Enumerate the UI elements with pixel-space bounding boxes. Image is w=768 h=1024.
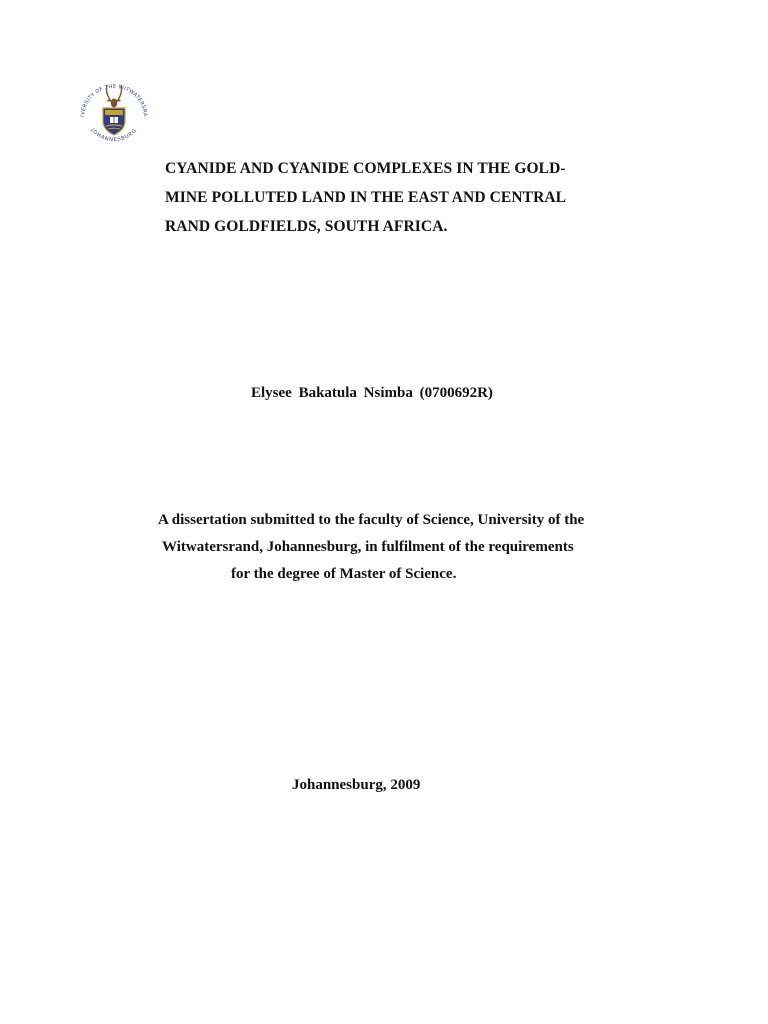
- author-name: Elysee Bakatula Nsimba (0700692R): [251, 385, 493, 401]
- svg-text:JOHANNESBURG: JOHANNESBURG: [89, 127, 139, 144]
- statement-line-3: for the degree of Master of Science.: [231, 566, 457, 582]
- statement-line-2: Witwatersrand, Johannesburg, in fulfilment of the requirements: [162, 539, 574, 555]
- svg-text:UNIVERSITY OF THE WITWATERSRAN: IVERSITY OF THE WITWATERSRA: [80, 83, 149, 118]
- university-seal-logo: [74, 74, 154, 154]
- place-and-year: Johannesburg, 2009: [292, 777, 421, 793]
- statement-line-1: A dissertation submitted to the faculty of Science, University of the: [158, 512, 585, 528]
- title-line-1: CYANIDE AND CYANIDE COMPLEXES IN THE GOLD-: [165, 160, 566, 177]
- title-line-3: RAND GOLDFIELDS, SOUTH AFRICA.: [165, 218, 448, 235]
- title-line-2: MINE POLLUTED LAND IN THE EAST AND CENTRAL: [165, 189, 567, 206]
- university-crest-icon: [74, 74, 154, 154]
